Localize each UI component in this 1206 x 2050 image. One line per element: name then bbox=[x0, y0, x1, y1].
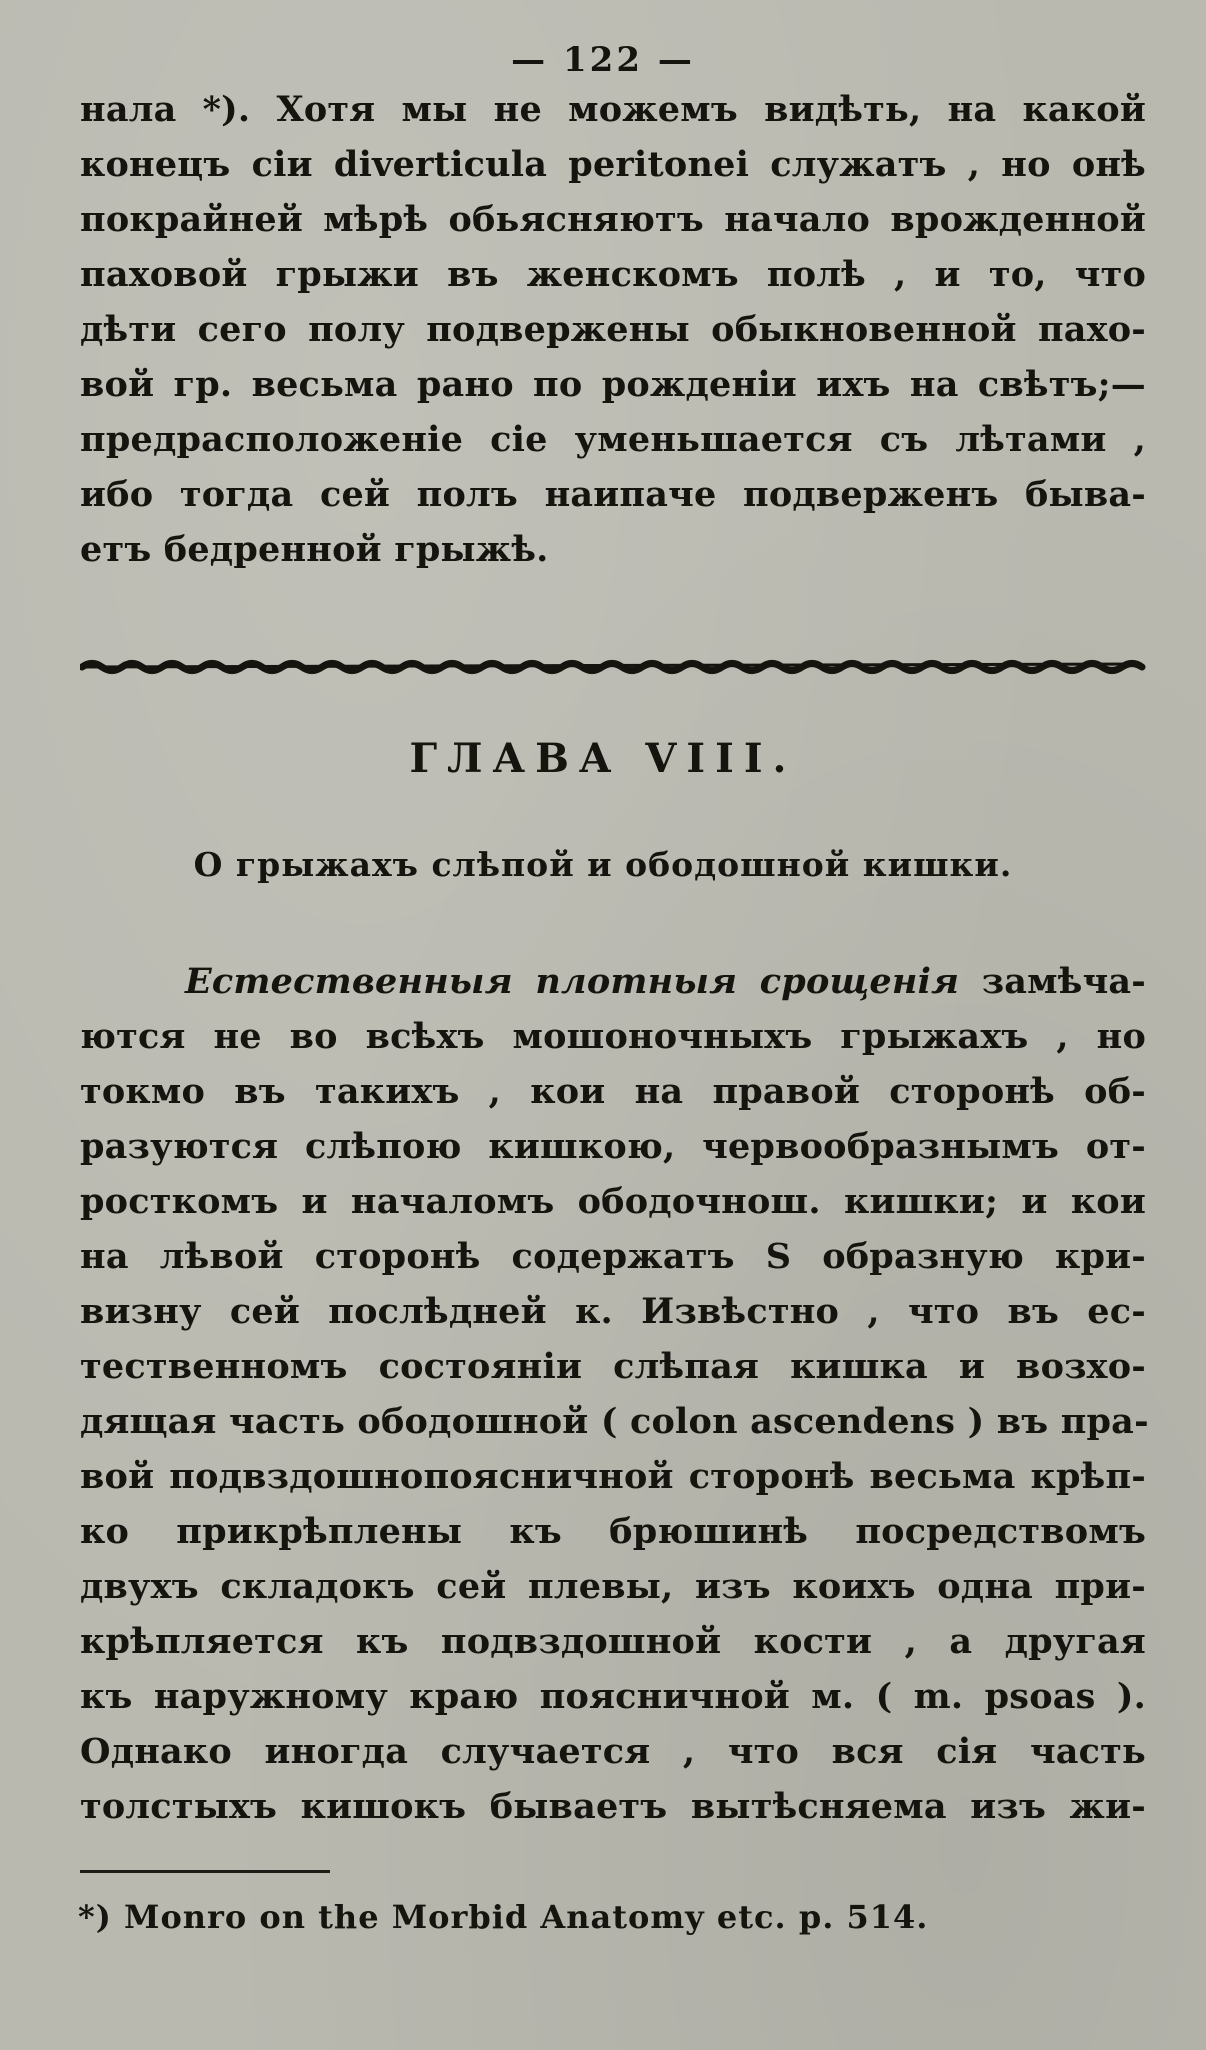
text-line: токмо въ такихъ , кои на правой сторонѣ об- bbox=[80, 1071, 1146, 1112]
text-line: паховой грыжи въ женскомъ полѣ , и то, что bbox=[80, 254, 1146, 295]
italic-phrase: Естественныя плотныя срощенія bbox=[185, 961, 960, 1002]
text-line: ко прикрѣплены къ брюшинѣ посредствомъ bbox=[80, 1511, 1146, 1552]
text-line: конецъ сіи diverticula peritonei служатъ , но онѣ bbox=[80, 144, 1146, 185]
text-fragment: замѣча- bbox=[981, 961, 1146, 1002]
text-line: двухъ складокъ сей плевы, изъ коихъ одна при- bbox=[80, 1566, 1146, 1607]
footnote: *) Monro on the Morbid Anatomy etc. p. 514. bbox=[78, 1898, 929, 1936]
chapter-title: ГЛАВА VIII. bbox=[409, 735, 797, 782]
footnote-rule bbox=[80, 1870, 330, 1873]
text-line: покрайней мѣрѣ обьясняютъ начало врожденной bbox=[80, 199, 1146, 240]
text-line: къ наружному краю поясничной м. ( m. psoas ). bbox=[80, 1676, 1146, 1717]
text-line: вой подвздошнопоясничной сторонѣ весьма крѣп- bbox=[80, 1456, 1146, 1497]
text-line: дѣти сего полу подвержены обыкновенной пахо- bbox=[80, 309, 1146, 350]
text-line: росткомъ и началомъ ободочнoш. кишки; и кои bbox=[80, 1181, 1146, 1222]
text-line: Однако иногда случается , что вся сія часть bbox=[80, 1731, 1146, 1772]
text-line: дящая часть ободошной ( colon ascendens ) въ пра- bbox=[80, 1401, 1149, 1442]
text-line: ются не во всѣхъ мошоночныхъ грыжахъ , но bbox=[80, 1016, 1146, 1057]
text-line: тественномъ состояніи слѣпая кишка и возхо- bbox=[80, 1346, 1146, 1387]
text-line: предрасположеніе сіе уменьшается съ лѣтами , bbox=[80, 419, 1146, 460]
decorative-rule bbox=[80, 652, 1146, 682]
page-number: — 122 — bbox=[511, 40, 695, 80]
text-line: вой гр. весьма рано по рожденіи ихъ на свѣтъ;— bbox=[80, 364, 1146, 405]
text-line: крѣпляется къ подвздошной кости , а другая bbox=[80, 1621, 1146, 1662]
text-line-first bbox=[185, 960, 1146, 1004]
text-line: толстыхъ кишокъ бываетъ вытѣсняема изъ жи- bbox=[80, 1786, 1146, 1827]
text-line: на лѣвой сторонѣ содержатъ S образную кри- bbox=[80, 1236, 1146, 1277]
chapter-subtitle: О грыжахъ слѣпой и ободошной кишки. bbox=[193, 845, 1013, 884]
text-line: нала *). Хотя мы не можемъ видѣть, на какой bbox=[80, 89, 1146, 130]
text-line: ибо тогда сей полъ наипаче подверженъ быва- bbox=[80, 474, 1146, 515]
text-line: визну сей послѣдней к. Извѣстно , что въ ес- bbox=[80, 1291, 1146, 1332]
text-line: етъ бедренной грыжѣ. bbox=[80, 529, 549, 570]
text-line: разуются слѣпою кишкою, червообразнымъ от- bbox=[80, 1126, 1146, 1167]
